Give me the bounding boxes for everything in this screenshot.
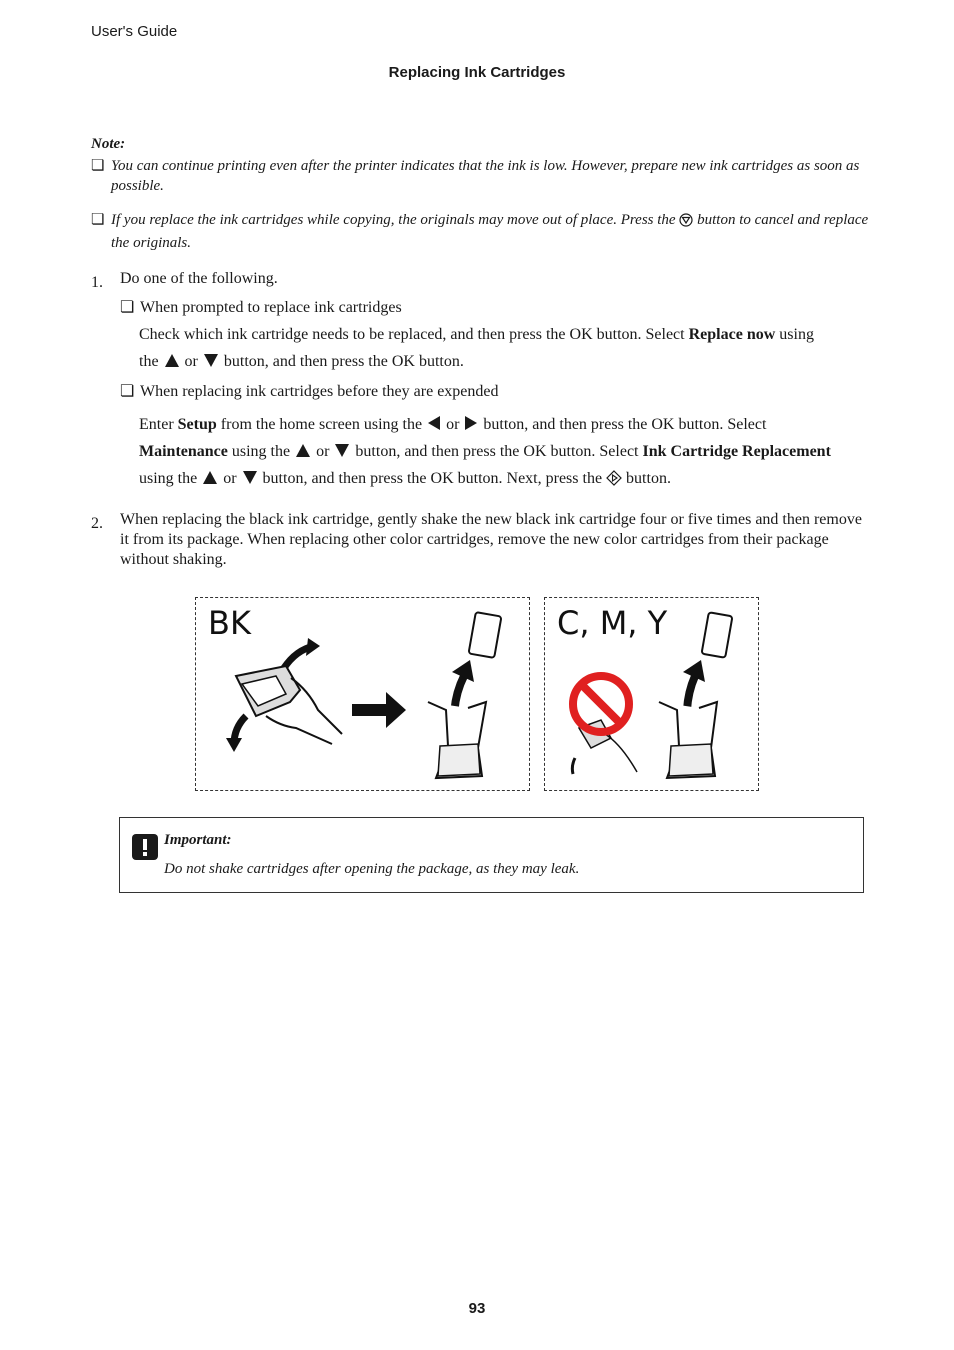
up-arrow-icon bbox=[165, 354, 179, 367]
important-label: Important: bbox=[164, 832, 232, 848]
step-text: When replacing the black ink cartridge, gently shake the new black ink cartridge four or five times and then remove it from its package. When replacing other color cartridges, remove the new color cartridges from their package without shaking. bbox=[120, 511, 862, 568]
option-label: When replacing ink cartridges before they are expended bbox=[140, 383, 499, 400]
instruction-line: the or button, and then press the OK button. bbox=[139, 353, 464, 370]
stop-icon bbox=[679, 213, 693, 233]
note-item bbox=[91, 156, 871, 196]
step-number: 2. bbox=[91, 515, 103, 532]
up-arrow-icon bbox=[203, 471, 217, 484]
checkbox-bullet-icon: ❏ bbox=[120, 299, 135, 316]
option-instructions bbox=[139, 411, 864, 495]
step-text: Do one of the following. bbox=[120, 270, 278, 287]
shake-cartridge-illustration bbox=[196, 598, 528, 788]
down-arrow-icon bbox=[243, 471, 257, 484]
instruction-line: Enter Setup from the home screen using the or button, and then press the OK button. Select bbox=[139, 416, 767, 433]
instruction-line: using the or button, and then press the OK button. Next, press the button. bbox=[139, 465, 864, 495]
illustration-panel-black bbox=[195, 597, 530, 791]
checkbox-bullet-icon: ❏ bbox=[120, 383, 135, 400]
instruction-line: Check which ink cartridge needs to be replaced, and then press the OK button. Select Replace now using bbox=[139, 326, 814, 343]
down-arrow-icon bbox=[204, 354, 218, 367]
note-label: Note: bbox=[91, 136, 126, 152]
note-item bbox=[91, 210, 871, 253]
page-number: 93 bbox=[468, 1300, 486, 1317]
panel-label: C, M, Y bbox=[557, 604, 668, 642]
up-arrow-icon bbox=[296, 444, 310, 457]
option-item bbox=[120, 382, 870, 402]
option-instructions bbox=[139, 321, 864, 375]
checkbox-bullet-icon: ❏ bbox=[91, 212, 105, 228]
step-2 bbox=[91, 510, 871, 570]
running-head: User's Guide bbox=[91, 23, 178, 40]
left-arrow-icon bbox=[428, 416, 440, 430]
option-label: When prompted to replace ink cartridges bbox=[140, 299, 402, 316]
important-text: Do not shake cartridges after opening the package, as they may leak. bbox=[164, 861, 580, 877]
option-item bbox=[120, 298, 870, 318]
illustration-panel-color bbox=[544, 597, 759, 791]
down-arrow-icon bbox=[335, 444, 349, 457]
instruction-line: Maintenance using the or button, and then press the OK button. Select Ink Cartridge Replacement bbox=[139, 443, 831, 460]
step-number: 1. bbox=[91, 274, 103, 291]
note-text: You can continue printing even after the printer indicates that the ink is low. However, prepare new ink cartridges as soon as possible. bbox=[111, 158, 860, 194]
checkbox-bullet-icon: ❏ bbox=[91, 158, 105, 174]
section-title: Replacing Ink Cartridges bbox=[388, 64, 566, 81]
note-text: If you replace the ink cartridges while copying, the originals may move out of place. Press the button to cancel and replace the originals. bbox=[111, 212, 869, 251]
panel-label: BK bbox=[208, 604, 251, 642]
right-arrow-icon bbox=[465, 416, 477, 430]
start-icon bbox=[606, 468, 622, 495]
important-callout bbox=[119, 817, 864, 893]
step-1 bbox=[91, 269, 871, 289]
exclamation-icon bbox=[132, 834, 158, 860]
no-shake-illustration bbox=[545, 598, 757, 788]
